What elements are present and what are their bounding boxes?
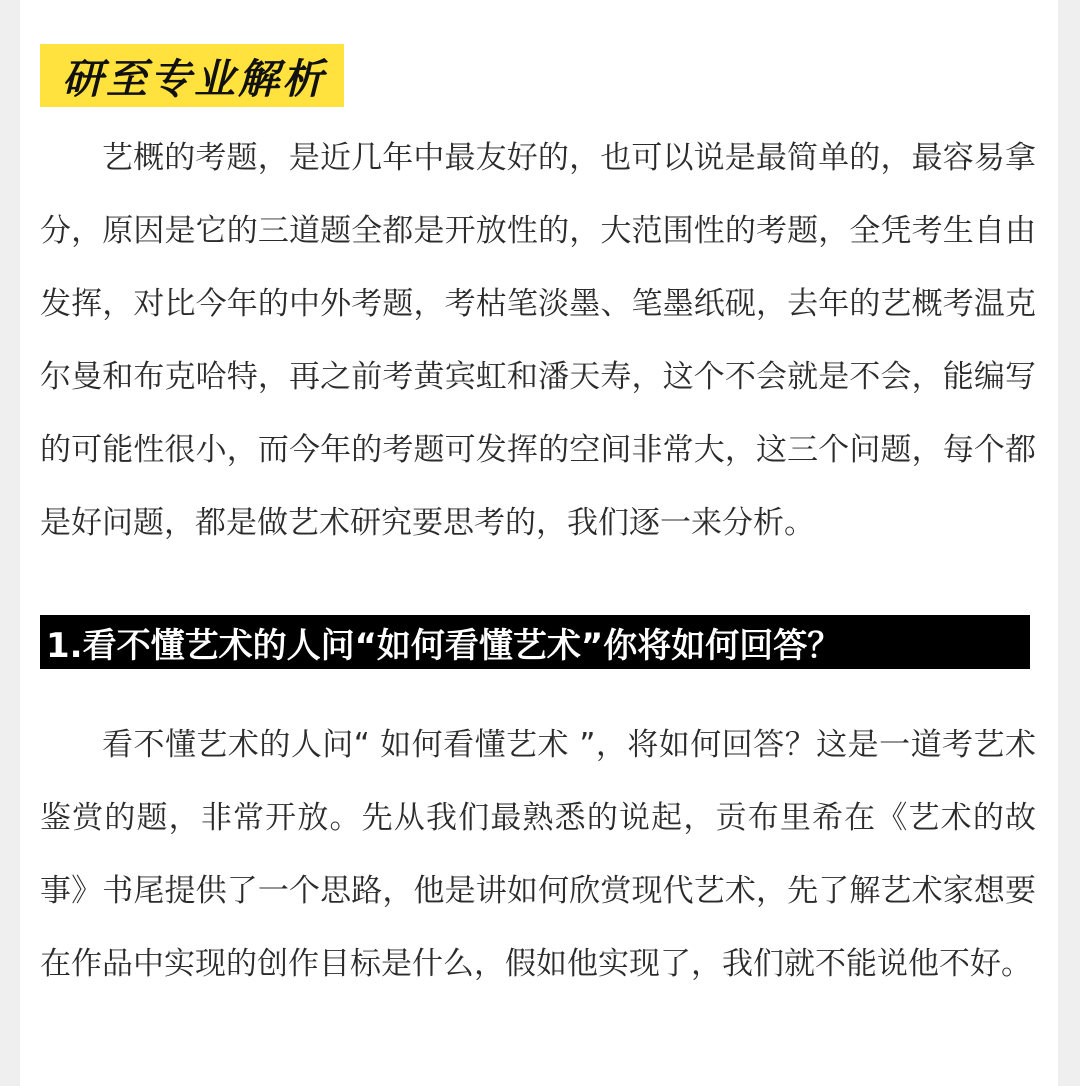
section-title-badge <box>40 44 344 107</box>
article-page <box>20 0 1058 1086</box>
question-heading: 1.看不懂艺术的人问“如何看懂艺术”你将如何回答？ <box>46 625 842 666</box>
answer-paragraph: 看不懂艺术的人问“ 如何看懂艺术 ”，将如何回答？这是一道考艺术鉴赏的题，非常开放。先从我们最熟悉的说起，贡布里希在《艺术的故事》书尾提供了一个思路，他是讲如何欣赏现代艺术，先了解艺术家想要在作品中实现的创作目标是什么，假如他实现了，我们就不能说他不好。 <box>40 727 1036 982</box>
question-heading-bar <box>40 615 1030 669</box>
section-title: 研至专业解析 <box>62 55 326 103</box>
intro-paragraph: 艺概的考题，是近几年中最友好的，也可以说是最简单的，最容易拿分，原因是它的三道题全都是开放性的，大范围性的考题，全凭考生自由发挥，对比今年的中外考题，考枯笔淡墨、笔墨纸砚，去年的艺概考温克尔曼和布克哈特，再之前考黄宾虹和潘天寿，这个不会就是不会，能编写的可能性很小，而今年的考题可发挥的空间非常大，这三个问题，每个都是好问题，都是做艺术研究要思考的，我们逐一来分析。 <box>40 140 1036 541</box>
